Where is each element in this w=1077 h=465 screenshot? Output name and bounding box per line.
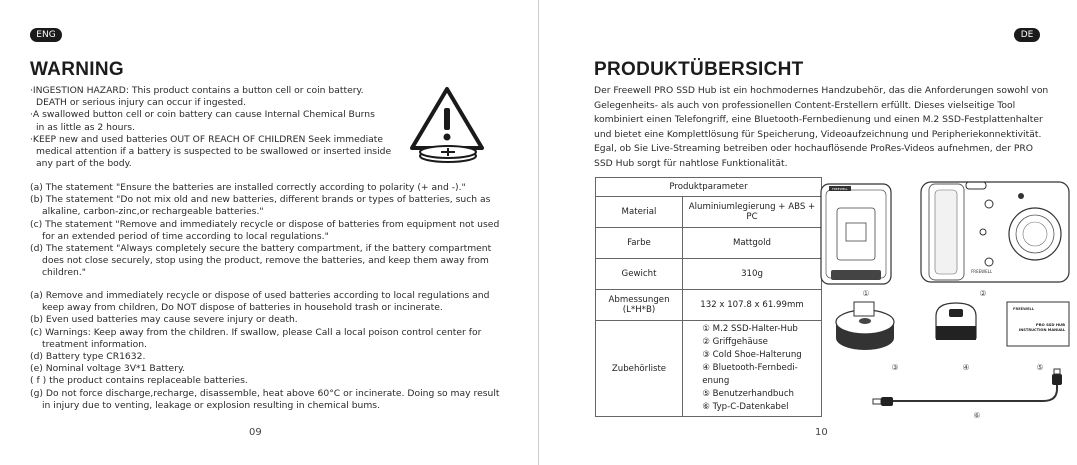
language-badge-de: DE	[1014, 28, 1040, 42]
hazard-line: ·A swallowed button cell or coin battery can cause Internal Chemical Burns	[30, 109, 375, 121]
battery-rules	[30, 290, 500, 412]
figure-label-2: ②	[979, 289, 987, 298]
product-illustration	[811, 176, 1073, 426]
table-row	[596, 321, 822, 417]
accessory-item: ③ Cold Shoe-Halterung	[702, 350, 802, 360]
brand-label: FREEWELL	[832, 187, 848, 191]
figure-label-4: ④	[962, 363, 970, 372]
hazard-line: in as little as 2 hours.	[36, 121, 135, 133]
spec-table	[595, 177, 822, 417]
spec-value: Aluminiumlegierung + ABS + PC	[683, 197, 822, 228]
accessory-item: ⑥ Typ-C-Datenkabel	[702, 402, 789, 412]
spec-table-header: Produktparameter	[596, 178, 822, 197]
grip-housing-drawing	[921, 182, 1069, 282]
statement-item: (a) The statement "Ensure the batteries are installed correctly according to polarity (+ and -)."	[30, 182, 466, 193]
statement-item: (c) The statement "Remove and immediately recycle or dispose of batteries from equipment not used for an extended period of time according to local regulations."	[30, 218, 500, 242]
overview-title: PRODUKTÜBERSICHT	[594, 59, 804, 80]
hazard-line: medical attention if a battery is suspected to be swallowed or inserted inside	[36, 146, 392, 158]
figure-label-1: ①	[862, 289, 870, 298]
brand-label: FREEWELL	[971, 269, 993, 274]
statement-item: (b) The statement "Do not mix old and new batteries, different brands or types of batteries, such as alkaline, carbon-zinc,or rechargeable batteries."	[30, 194, 491, 218]
battery-statements	[30, 182, 500, 280]
accessory-item: enung	[702, 376, 730, 386]
table-row	[596, 290, 822, 321]
language-badge-eng: ENG	[30, 28, 62, 42]
intro-paragraph: Der Freewell PRO SSD Hub ist ein hochmodernes Handzubehör, das die Anforderungen sowohl von Gelegenheits- als auch von professionellen Content-Erstellern erfüllt. Dieses vielseitige Tool kombiniert einen Telefongriff, eine Bluetooth-Fernbedienung und einen M.2 SSD-Festplattenhalter und bietet eine Komplettlösung für Speicherung, Videoaufzeichnung und Peripheriekonnektivität. Egal, ob Sie Live-Streaming betreiben oder hochauflösende ProRes-Videos aufnehmen, der PRO SSD Hub sorgt für nahtlose Funktionalität.	[594, 85, 1049, 169]
hazard-list	[30, 85, 400, 170]
rule-item: ( f ) the product contains replaceable batteries.	[30, 375, 248, 387]
spec-label: Abmessungen (L*H*B)	[596, 290, 683, 321]
brand-label: FREEWELL	[1013, 307, 1035, 311]
left-page	[0, 0, 538, 465]
spec-value: 310g	[683, 259, 822, 290]
manual-subtitle: INSTRUCTION MANUAL	[1018, 328, 1065, 332]
accessory-item: ② Griffgehäuse	[702, 337, 768, 347]
typec-cable-drawing	[873, 369, 1062, 406]
bluetooth-remote-drawing	[936, 303, 976, 340]
figure-label-3: ③	[891, 363, 899, 372]
user-manual-drawing	[1007, 302, 1069, 346]
table-row	[596, 259, 822, 290]
spec-value: 132 x 107.8 x 61.99mm	[683, 290, 822, 321]
rule-item: (g) Do not force discharge,recharge, disassemble, heat above 60°C or incinerate. Doing so may result in injury due to venting, leakage or explosion resulting in chemical bums.	[30, 387, 500, 411]
rule-item: (a) Remove and immediately recycle or dispose of used batteries according to local regulations and keep away from children, Do NOT dispose of batteries in household trash or incinerate.	[30, 290, 490, 314]
statement-item: (d) The statement "Always completely secure the battery compartment, if the battery compartment does not close securely, stop using the product, remove the batteries, and keep them away from children."	[30, 243, 492, 279]
accessories-list	[702, 323, 801, 414]
spec-value: Mattgold	[683, 228, 822, 259]
page-number-right: 10	[815, 427, 828, 438]
hazard-line: DEATH or serious injury can occur if ingested.	[36, 97, 247, 109]
accessory-item: ① M.2 SSD-Halter-Hub	[702, 324, 798, 334]
accessory-item: ⑤ Benutzerhandbuch	[702, 389, 794, 399]
rule-item: (c) Warnings: Keep away from the children. If swallow, please Call a local poison control center for treatment information.	[30, 326, 482, 350]
ssd-hub-drawing	[821, 184, 891, 284]
accessories-label: Zubehörliste	[596, 321, 683, 417]
rule-item: (e) Nominal voltage 3V*1 Battery.	[30, 363, 186, 375]
figure-label-5: ⑤	[1036, 363, 1044, 372]
rule-item: (b) Even used batteries may cause severe injury or death.	[30, 314, 298, 326]
accessory-item: ④ Bluetooth-Fernbedi-	[702, 363, 798, 373]
figure-label-6: ⑥	[973, 411, 981, 420]
spec-label: Material	[596, 197, 683, 228]
table-row	[596, 228, 822, 259]
manual-title: PRO SSD HUB	[1035, 322, 1065, 327]
coin-battery-warning-icon	[408, 86, 490, 166]
cold-shoe-mount-drawing	[836, 302, 894, 350]
warning-title: WARNING	[30, 59, 124, 80]
table-row	[596, 197, 822, 228]
page-number-left: 09	[249, 427, 262, 438]
rule-item: (d) Battery type CR1632.	[30, 351, 146, 363]
hazard-line: any part of the body.	[36, 158, 132, 170]
spec-label: Gewicht	[596, 259, 683, 290]
spec-label: Farbe	[596, 228, 683, 259]
hazard-line: ·KEEP new and used batteries OUT OF REACH OF CHILDREN Seek immediate	[30, 133, 384, 145]
hazard-line: ·INGESTION HAZARD: This product contains a button cell or coin battery.	[30, 85, 364, 96]
right-page	[539, 0, 1077, 465]
